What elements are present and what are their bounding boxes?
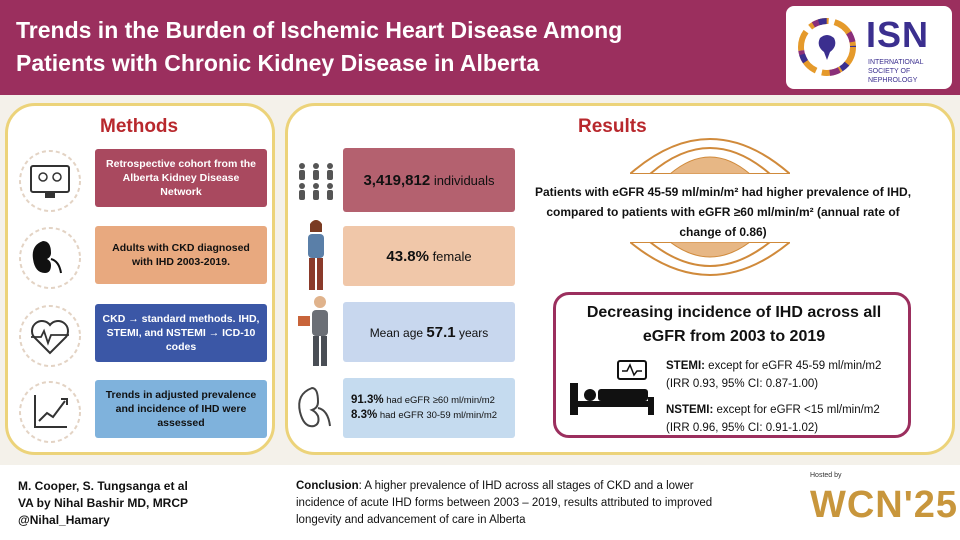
isn-logo-subtitle: INTERNATIONAL SOCIETY OF NEPHROLOGY <box>868 59 924 84</box>
mandala-bottom-ornament <box>630 242 790 278</box>
nstemi-label: NSTEMI: <box>666 404 714 416</box>
heart-pulse-icon <box>17 303 83 369</box>
methods-item-2: Adults with CKD diagnosed with IHD 2003-2019. <box>95 226 267 284</box>
wcn-logo <box>800 470 959 536</box>
methods-panel <box>5 103 275 455</box>
twitter-handle[interactable]: @Nihal_Hamary <box>18 513 110 527</box>
stat-female-label: female <box>428 248 472 264</box>
header-banner <box>0 0 960 95</box>
elderly-man-icon <box>294 294 338 370</box>
methods-item-3: CKD → standard methods. IHD, STEMI, and NSTEMI → ICD-10 codes <box>95 304 267 362</box>
wcn-logo-text: WCN'25 <box>810 484 959 526</box>
isn-logo <box>786 6 952 89</box>
stat-egfr-line2-value: 8.3% <box>351 409 378 421</box>
methods-item-4: Trends in adjusted prevalence and incidence of IHD were assessed <box>95 380 267 438</box>
conclusion-label: Conclusion <box>296 480 359 492</box>
stat-female-value: 43.8% <box>386 247 429 265</box>
results-title: Results <box>578 116 647 137</box>
methods-item-1: Retrospective cohort from the Alberta Kidney Disease Network <box>95 149 267 207</box>
stat-age-label: years <box>455 325 489 340</box>
prevalence-finding: Patients with eGFR 45-59 ml/min/m² had higher prevalence of IHD, compared to patients with eGFR ≥60 ml/min/m² (annual rate of change of 0.86) <box>534 185 912 239</box>
computer-people-icon <box>17 148 83 214</box>
stat-egfr-line2-label: had eGFR 30-59 ml/min/m2 <box>377 410 498 421</box>
stemi-result <box>666 357 906 393</box>
stemi-text: except for eGFR 45-59 ml/min/m2 (IRR 0.93, 95% CI: 0.87-1.00) <box>666 360 882 390</box>
incidence-box <box>553 292 911 438</box>
stat-egfr <box>343 378 515 438</box>
stat-female <box>343 226 515 286</box>
kidney-outline-icon <box>294 384 338 432</box>
stat-age-value: 57.1 <box>426 323 456 341</box>
authors-line: M. Cooper, S. Tungsanga et al <box>18 479 188 493</box>
nstemi-text: except for eGFR <15 ml/min/m2 (IRR 0.96, 95% CI: 0.91-1.02) <box>666 404 880 434</box>
stat-mean-age <box>343 302 515 362</box>
incidence-title: Decreasing incidence of IHD across all eGFR from 2003 to 2019 <box>586 304 882 345</box>
isn-ring-icon <box>796 16 858 78</box>
trend-chart-icon <box>17 379 83 445</box>
stat-individuals-value: 3,419,812 <box>363 171 431 189</box>
mandala-top-ornament <box>630 134 790 174</box>
authors-block <box>18 478 188 529</box>
va-author-line: VA by Nihal Bashir MD, MRCP <box>18 496 189 510</box>
nstemi-result <box>666 401 906 437</box>
stat-egfr-line1-label: had eGFR ≥60 ml/min/m2 <box>383 395 495 406</box>
results-panel <box>285 103 955 455</box>
hospital-bed-icon <box>566 357 658 419</box>
kidney-icon <box>17 225 83 291</box>
conclusion-text: : A higher prevalence of IHD across all stages of CKD and a lower incidence of acute IHD forms between 2003 – 2019, results attributed to improved longevity and advancement of care in Alberta <box>296 480 713 526</box>
isn-logo-text: ISN <box>866 14 930 55</box>
stemi-label: STEMI: <box>666 360 705 372</box>
wcn-hosted-label: Hosted by <box>810 472 842 479</box>
woman-icon <box>294 218 338 294</box>
stat-age-prefix: Mean age <box>369 325 427 340</box>
crowd-icon <box>294 158 338 202</box>
stat-individuals-label: individuals <box>430 172 495 188</box>
methods-title: Methods <box>100 116 179 137</box>
stat-egfr-line1-value: 91.3% <box>351 394 384 406</box>
page-title: Trends in the Burden of Ischemic Heart Disease Among Patients with Chronic Kidney Disease in Alberta <box>16 17 623 76</box>
conclusion-block <box>296 478 716 529</box>
stat-individuals <box>343 148 515 212</box>
